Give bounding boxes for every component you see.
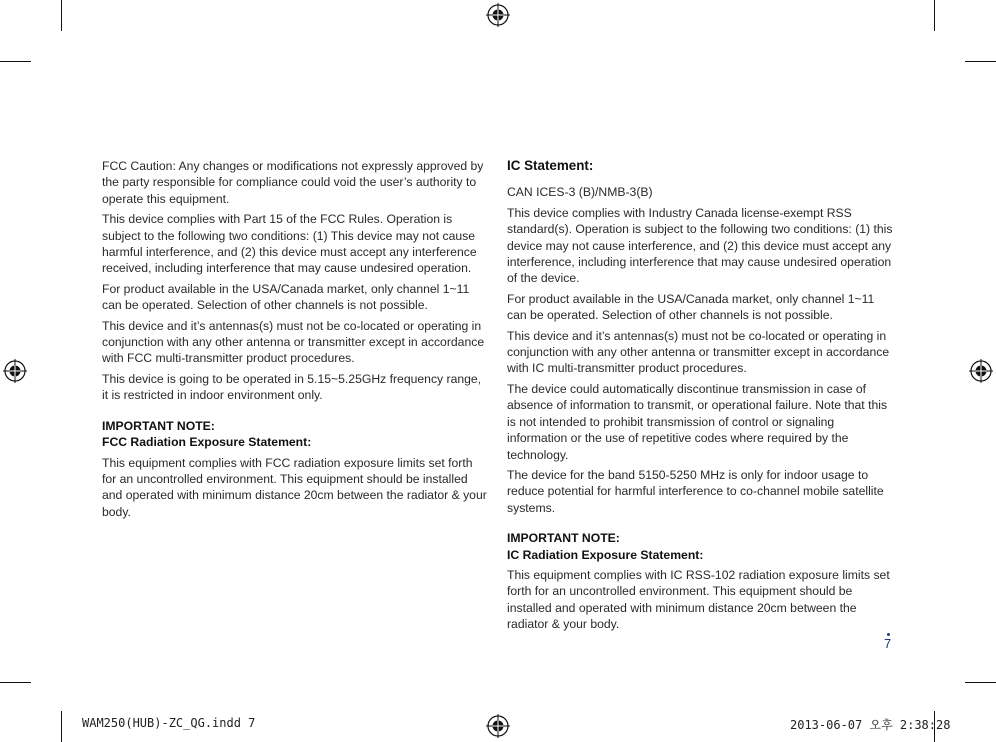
fcc-frequency-text: This device is going to be operated in 5.15~5.25GHz frequency range, it is restricted in indoor environment only. <box>102 371 482 403</box>
ic-important-note: IMPORTANT NOTE: <box>507 531 620 546</box>
ic-colocation-text: This device and it’s antennas(s) must not be co-located or operating in conjunction with any other antenna or transmitter except in accordance with IC multi-transmitter product procedures. <box>507 328 890 376</box>
slug-filename: WAM250(HUB)-ZC_QG.indd 7 <box>82 716 256 730</box>
ic-radiation-heading: IC Radiation Exposure Statement: <box>507 547 704 562</box>
right-column <box>507 158 895 637</box>
registration-mark-icon <box>3 359 27 383</box>
page-number: 7 <box>884 636 892 651</box>
registration-mark-icon <box>969 359 993 383</box>
crop-mark <box>0 61 31 62</box>
ic-band-text: The device for the band 5150-5250 MHz is only for indoor usage to reduce potential for harmful interference to co-channel mobile satellite systems. <box>507 467 884 515</box>
crop-mark <box>61 711 62 742</box>
ic-ces-text: CAN ICES-3 (B)/NMB-3(B) <box>507 185 653 200</box>
slug-timestamp: 2013-06-07 오후 2:38:28 <box>790 718 951 732</box>
ic-statement-heading: IC Statement: <box>507 158 594 173</box>
fcc-part15-text: This device complies with Part 15 of the FCC Rules. Operation is subject to the following two conditions: (1) This device may not cause harmful interference, and (2) this device must accept any interference received, including interference that may cause undesired operation. <box>102 212 477 276</box>
crop-mark <box>0 682 31 683</box>
crop-mark <box>934 0 935 31</box>
crop-mark <box>965 682 996 683</box>
fcc-channels-text: For product available in the USA/Canada market, only channel 1~11 can be operated. Selection of other channels is not possible. <box>102 281 470 313</box>
ic-rss-text: This device complies with Industry Canada license-exempt RSS standard(s). Operation is subject to the following two conditions: (1) this device may not cause interference, and (2) this device must accept any interference, including interference that may cause undesired operation of the device. <box>507 205 893 286</box>
fcc-radiation-text: This equipment complies with FCC radiation exposure limits set forth for an uncontrolled environment. This equipment should be installed and operated with minimum distance 20cm between the radiator & your body. <box>102 455 487 519</box>
fcc-important-note: IMPORTANT NOTE: <box>102 418 215 433</box>
ic-channels-text: For product available in the USA/Canada market, only channel 1~11 can be operated. Selection of other channels is not possible. <box>507 291 875 323</box>
registration-mark-icon <box>486 714 510 738</box>
crop-mark <box>965 61 996 62</box>
ic-discontinue-text: The device could automatically discontinue transmission in case of absence of information to transmit, or operational failure. Note that this is not intended to prohibit transmission of control or signaling information or the use of repetitive codes where required by the technology. <box>507 381 888 462</box>
fcc-caution-text: FCC Caution: Any changes or modifications not expressly approved by the party responsible for compliance could void the user’s authority to operate this equipment. <box>102 159 484 206</box>
fcc-radiation-heading: FCC Radiation Exposure Statement: <box>102 435 312 450</box>
crop-mark <box>61 0 62 31</box>
ic-radiation-text: This equipment complies with IC RSS-102 radiation exposure limits set forth for an uncontrolled environment. This equipment should be installed and operated with minimum distance 20cm between the radiator & your body. <box>507 567 890 632</box>
left-column <box>102 158 490 524</box>
fcc-colocation-text: This device and it’s antennas(s) must not be co-located or operating in conjunction with any other antenna or transmitter except in accordance with FCC multi-transmitter product procedures. <box>102 318 485 366</box>
registration-mark-icon <box>486 3 510 27</box>
